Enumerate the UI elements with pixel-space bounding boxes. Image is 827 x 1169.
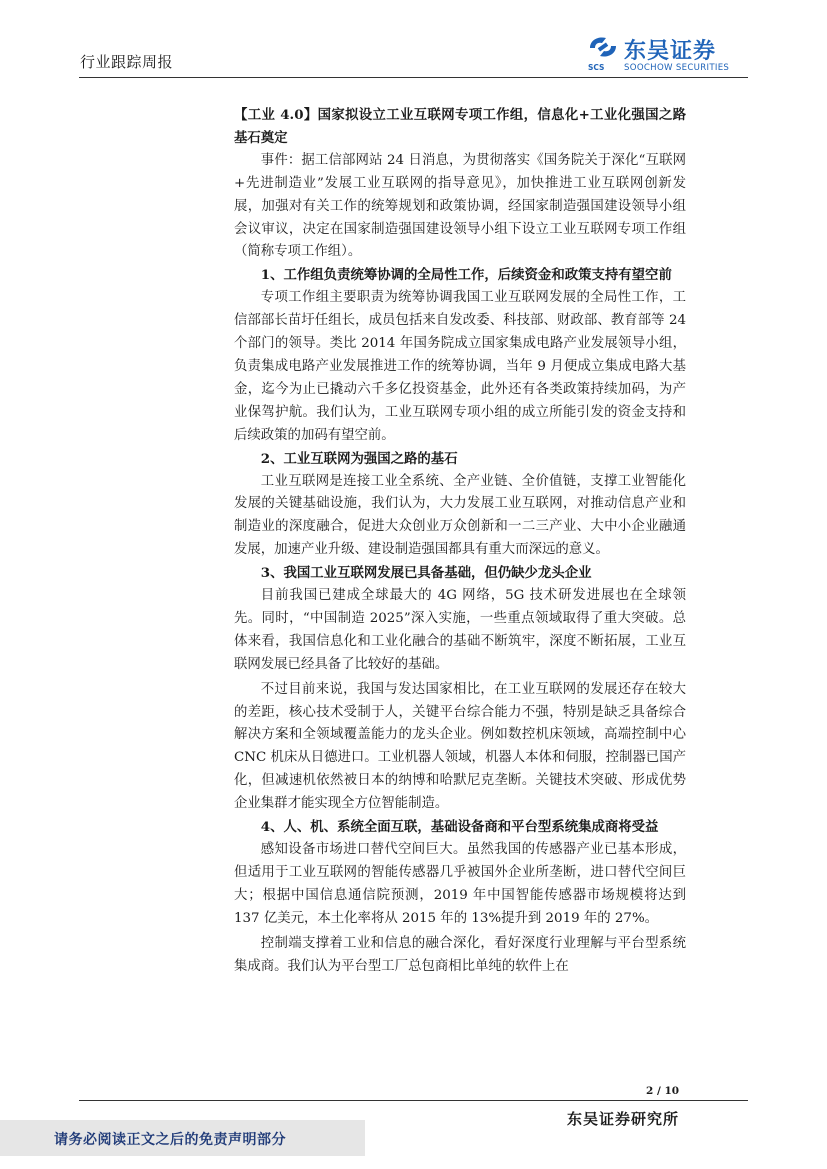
header-divider — [79, 77, 748, 78]
brand-name-cn: 东吴证券 — [624, 39, 717, 64]
section-1-paragraph: 专项工作组主要职责为统筹协调我国工业互联网发展的全局性工作，工信部部长苗圩任组长，成员包括来自发改委、科技部、财政部、教育部等 24 个部门的领导。类比 2014 年国务院成立国家集成电路产业发展领导小组，负责集成电路产业发展推进工作的统筹协调，当年 9 月便成立集成电路大基金，迄今为止已撬动六千多亿投资基金，此外还有各类政策持续加码，为产业保驾护航。我们认为，工业互联网专项小组的成立所能引发的资金支持和后续政策的加码有望空前。 — [234, 290, 686, 443]
event-paragraph: 事件：据工信部网站 24 日消息，为贯彻落实《国务院关于深化“互联网+先进制造业”发展工业互联网的指导意见》，加快推进工业互联网创新发展，加强对有关工作的统筹规划和政策协调，经国家制造强国建设领导小组会议审议，决定在国家制造强国建设领导小组下设立工业互联网专项工作组（简称专项工作组）。 — [234, 152, 686, 260]
section-2-paragraph: 工业互联网是连接工业全系统、全产业链、全价值链，支撑工业智能化发展的关键基础设施，我们认为，大力发展工业互联网，对推动信息产业和制造业的深度融合，促进大众创业万众创新和一二三产业、大中小企业融通发展，加速产业升级、建设制造强国都具有重大而深远的意义。 — [234, 473, 686, 558]
institute-name: 东吴证券研究所 — [567, 1110, 680, 1128]
article-body — [234, 104, 686, 978]
page-number: 2 / 10 — [646, 1085, 680, 1097]
section-heading-2: 2、工业互联网为强国之路的基石 — [260, 450, 458, 467]
disclaimer-note: 请务必阅读正文之后的免责声明部分 — [54, 1132, 286, 1148]
section-heading-1: 1、工作组负责统筹协调的全局性工作，后续资金和政策支持有望空前 — [260, 267, 672, 284]
soochow-logo-icon — [586, 34, 620, 64]
brand-logo — [586, 33, 751, 77]
section-3-paragraph-a: 目前我国已建成全球最大的 4G 网络，5G 技术研发进展也在全球领先。同时，“中国制造 2025”深入实施，一些重点领域取得了重大突破。总体来看，我国信息化和工业化融合的基础不断筑牢，深度不断拓展，工业互联网发展已经具备了比较好的基础。 — [234, 588, 686, 672]
report-type-label: 行业跟踪周报 — [80, 53, 174, 71]
section-4-paragraph-b: 控制端支撑着工业和信息的融合深化，看好深度行业理解与平台型系统集成商。我们认为平台型工厂总包商相比单纯的软件上在 — [234, 935, 686, 974]
section-heading-4: 4、人、机、系统全面互联，基础设备商和平台型系统集成商将受益 — [260, 819, 659, 836]
section-4-paragraph-a: 感知设备市场进口替代空间巨大。虽然我国的传感器产业已基本形成，但适用于工业互联网的智能传感器几乎被国外企业所垄断，进口替代空间巨大；根据中国信息通信院预测，2019 年中国智能传感器市场规模将达到 137 亿美元，本土化率将从 2015 年的 13%提升到 2019 年的 27%。 — [234, 842, 686, 926]
brand-abbr: SCS — [588, 63, 605, 72]
article-title: 【工业 4.0】国家拟设立工业互联网专项工作组，信息化+工业化强国之路基石奠定 — [234, 107, 686, 146]
footer-divider — [79, 1100, 748, 1101]
brand-name-en: SOOCHOW SECURITIES — [624, 63, 730, 73]
section-heading-3: 3、我国工业互联网发展已具备基础，但仍缺少龙头企业 — [260, 565, 592, 582]
section-3-paragraph-b: 不过目前来说，我国与发达国家相比，在工业互联网的发展还存在较大的差距，核心技术受制于人，关键平台综合能力不强，特别是缺乏具备综合解决方案和全领域覆盖能力的龙头企业。例如数控机床领域，高端控制中心 CNC 机床从日德进口。工业机器人领域，机器人本体和伺服，控制器已国产化，但减速机依然被日本的纳博和哈默尼克垄断。关键技术突破、形成优势企业集群才能实现全方位智能制造。 — [234, 681, 686, 812]
